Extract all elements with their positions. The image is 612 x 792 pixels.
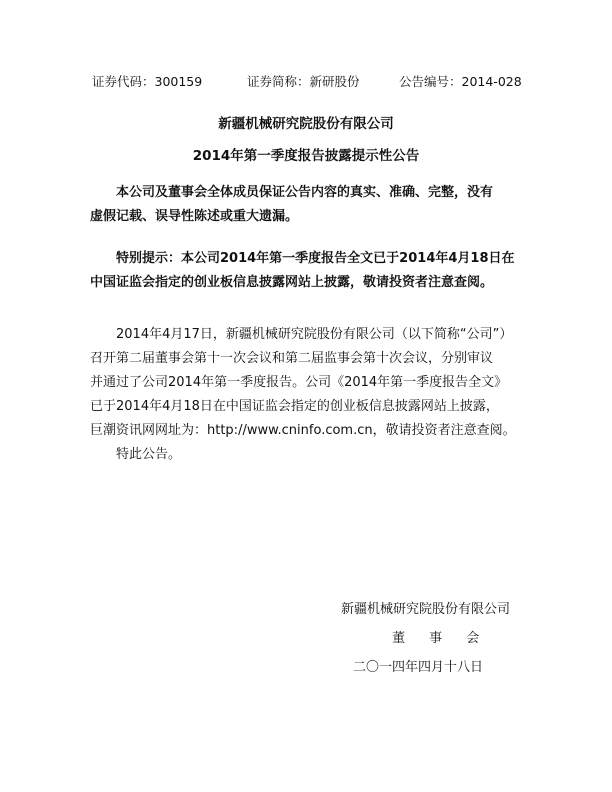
guarantee-paragraph xyxy=(90,181,530,229)
closing-line: 特此公告。 xyxy=(116,447,182,462)
signature-date: 二〇一四年四月十八日 xyxy=(353,660,484,675)
body-line: 召开第二届董事会第十一次会议和第二届监事会第十次会议，分别审议 xyxy=(90,351,494,366)
stock-abbreviation: 证券简称：新研股份 xyxy=(247,74,360,89)
special-tip-paragraph xyxy=(90,247,530,295)
body-paragraph xyxy=(90,323,530,467)
signature-company: 新疆机械研究院股份有限公司 xyxy=(341,602,511,617)
signature-board: 董 事 会 xyxy=(392,631,490,646)
guarantee-line: 本公司及董事会全体成员保证公告内容的真实、准确、完整，没有 xyxy=(116,185,494,200)
notice-number: 公告编号：2014-028 xyxy=(399,74,522,89)
special-tip-line: 特别提示：本公司2014年第一季度报告全文已于2014年4月18日在 xyxy=(116,251,515,266)
body-line: 已于2014年4月18日在中国证监会指定的创业板信息披露网站上披露， xyxy=(90,399,499,414)
notice-title: 2014年第一季度报告披露提示性公告 xyxy=(192,148,420,164)
special-tip-line: 中国证监会指定的创业板信息披露网站上披露，敬请投资者注意查阅。 xyxy=(90,275,494,290)
body-line: 并通过了公司2014年第一季度报告。公司《2014年第一季度报告全文》 xyxy=(90,375,508,390)
stock-code: 证券代码：300159 xyxy=(92,74,203,89)
company-title: 新疆机械研究院股份有限公司 xyxy=(218,116,394,132)
guarantee-line: 虚假记载、误导性陈述或重大遗漏。 xyxy=(90,209,299,224)
body-line: 巨潮资讯网网址为：http://www.cninfo.com.cn，敬请投资者注意查阅。 xyxy=(90,423,516,438)
body-line: 2014年4月17日，新疆机械研究院股份有限公司（以下简称“公司”） xyxy=(116,327,513,342)
